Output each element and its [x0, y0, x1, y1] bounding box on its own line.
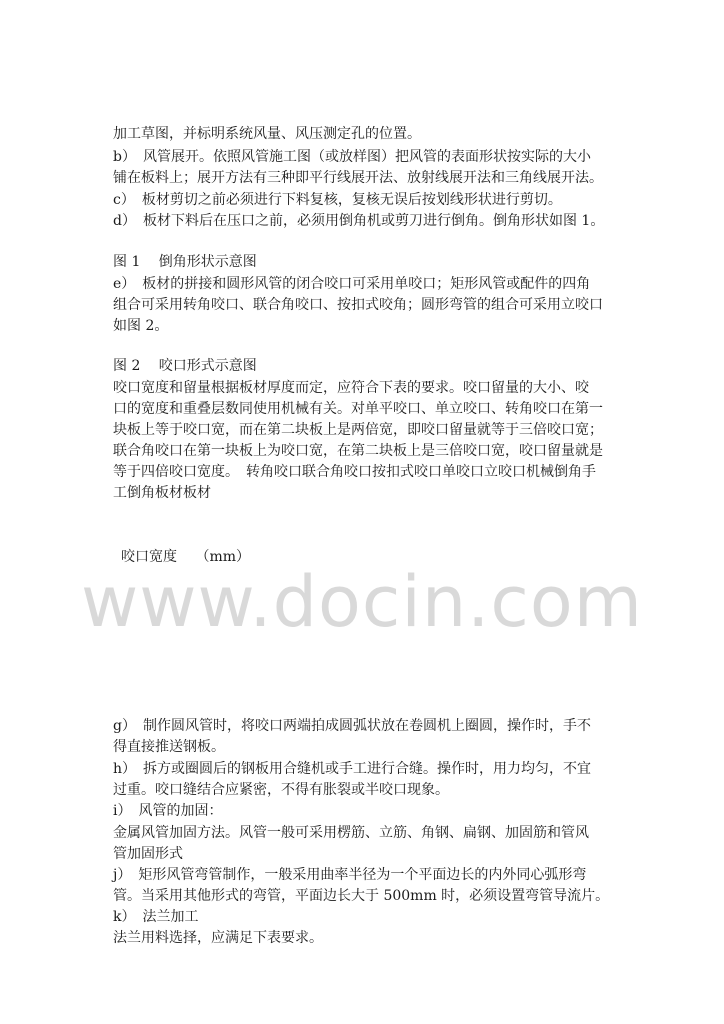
- text-line: e） 板材的拼接和圆形风管的闭合咬口可采用单咬口；矩形风管或配件的四角: [113, 276, 591, 292]
- text-line: 管。当采用其他形式的弯管，平面边长大于 500mm 时，必须设置弯管导流片。: [113, 888, 610, 904]
- text-line: 管加固形式: [113, 846, 183, 862]
- text-line: 块板上等于咬口宽，而在第二块板上是两倍宽，即咬口留量就等于三倍咬口宽；: [113, 422, 603, 438]
- text-line: 法兰用料选择，应满足下表要求。: [113, 930, 323, 946]
- text-line: 口的宽度和重叠层数同使用机械有关。对单平咬口、单立咬口、转角咬口在第一: [113, 401, 603, 417]
- figure-caption: 图 2 咬口形式示意图: [113, 358, 257, 374]
- text-line: 得直接推送钢板。: [113, 739, 225, 755]
- text-line: d） 板材下料后在压口之前，必须用倒角机或剪刀进行倒角。倒角形状如图 1。: [113, 213, 605, 229]
- text-line: i） 风管的加固：: [113, 803, 223, 819]
- text-line: 工倒角板材板材: [113, 485, 211, 501]
- text-line: 联合角咬口在第一块板上为咬口宽，在第二块板上是三倍咬口宽，咬口留量就是: [113, 443, 603, 459]
- table-caption: 咬口宽度 （mm）: [121, 549, 251, 565]
- watermark: www.docin.com: [81, 561, 643, 643]
- text-line: 铺在板料上；展开方法有三种即平行线展开法、放射线展开法和三角线展开法。: [113, 170, 603, 186]
- text-line: 咬口宽度和留量根据板材厚度而定，应符合下表的要求。咬口留量的大小、咬: [113, 380, 589, 396]
- text-line: h） 拆方或圈圆后的钢板用合缝机或手工进行合缝。操作时，用力均匀，不宜: [113, 761, 592, 777]
- text-line: 等于四倍咬口宽度。 转角咬口联合角咬口按扣式咬口单咬口立咬口机械倒角手: [113, 464, 596, 480]
- text-line: g） 制作圆风管时，将咬口两端拍成圆弧状放在卷圆机上圈圆，操作时，手不: [113, 718, 591, 734]
- text-line: 如图 2。: [113, 318, 169, 334]
- text-line: c） 板材剪切之前必须进行下料复核，复核无误后按划线形状进行剪切。: [113, 192, 562, 208]
- text-line: k） 法兰加工: [113, 909, 199, 925]
- text-line: 金属风管加固方法。风管一般可采用楞筋、立筋、角钢、扁钢、加固筋和管风: [113, 825, 589, 841]
- text-line: 组合可采用转角咬口、联合角咬口、按扣式咬角；圆形弯管的组合可采用立咬口: [113, 297, 603, 313]
- text-line: b） 风管展开。依照风管施工图（或放样图）把风管的表面形状按实际的大小: [113, 149, 591, 165]
- figure-caption: 图 1 倒角形状示意图: [113, 254, 257, 270]
- text-line: 过重。咬口缝结合应紧密，不得有胀裂或半咬口现象。: [113, 782, 449, 798]
- text-line: 加工草图，并标明系统风量、风压测定孔的位置。: [113, 126, 421, 142]
- text-line: j） 矩形风管弯管制作，一般采用曲率半径为一个平面边长的内外同心弧形弯: [113, 867, 587, 883]
